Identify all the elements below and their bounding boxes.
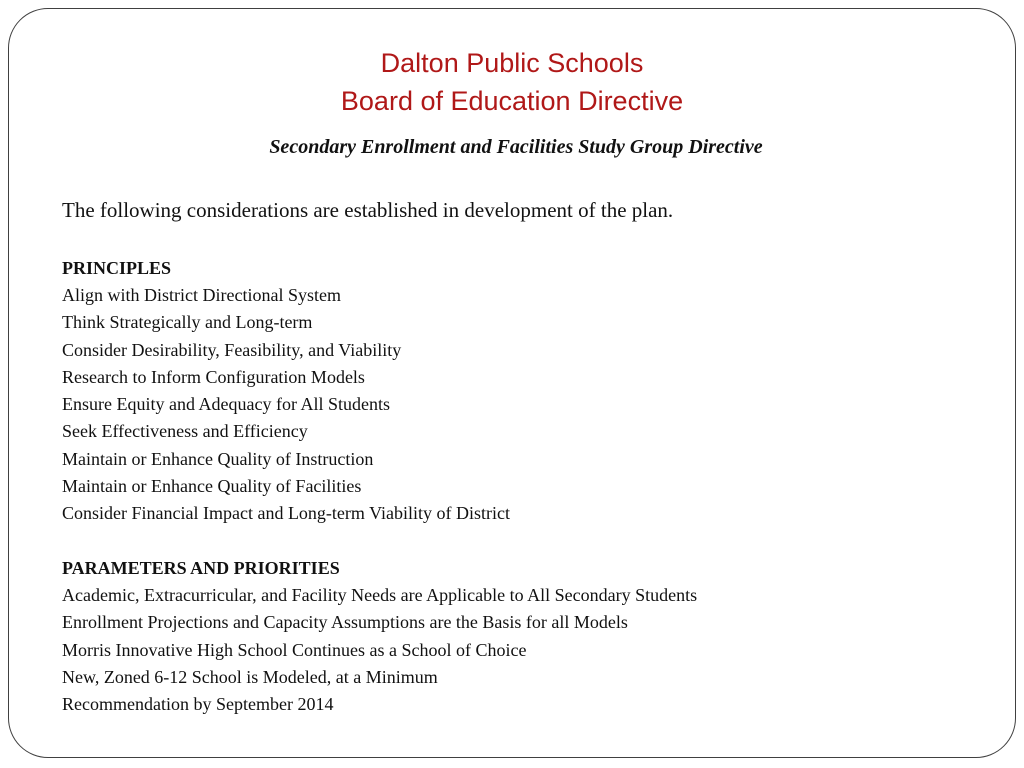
parameters-list [62, 582, 697, 718]
principles-list [62, 282, 510, 528]
parameters-heading: PARAMETERS AND PRIORITIES [62, 558, 340, 578]
slide-title-line-2: Board of Education Directive [340, 86, 684, 116]
slide-subtitle: Secondary Enrollment and Facilities Study Group Directive [269, 136, 763, 158]
principle-item: Consider Desirability, Feasibility, and Viability [62, 339, 402, 360]
principle-item: Research to Inform Configuration Models [62, 366, 365, 387]
intro-text: The following considerations are established in development of the plan. [62, 198, 674, 222]
parameter-item: New, Zoned 6-12 School is Modeled, at a Minimum [62, 666, 438, 687]
principle-item: Seek Effectiveness and Efficiency [62, 421, 308, 442]
slide-title-line-1: Dalton Public Schools [380, 48, 644, 78]
parameter-item: Enrollment Projections and Capacity Assumptions are the Basis for all Models [62, 612, 628, 633]
parameter-item: Morris Innovative High School Continues as a School of Choice [62, 639, 527, 660]
principle-item: Ensure Equity and Adequacy for All Students [62, 394, 390, 415]
principle-item: Maintain or Enhance Quality of Instruction [62, 448, 374, 469]
principles-heading: PRINCIPLES [62, 258, 172, 278]
parameter-item: Academic, Extracurricular, and Facility Needs are Applicable to All Secondary Students [62, 585, 698, 605]
parameter-item: Recommendation by September 2014 [62, 694, 334, 715]
principle-item: Maintain or Enhance Quality of Facilities [62, 476, 362, 497]
principle-item: Consider Financial Impact and Long-term Viability of District [62, 503, 510, 524]
principle-item: Think Strategically and Long-term [62, 312, 313, 333]
principle-item: Align with District Directional System [62, 285, 341, 305]
